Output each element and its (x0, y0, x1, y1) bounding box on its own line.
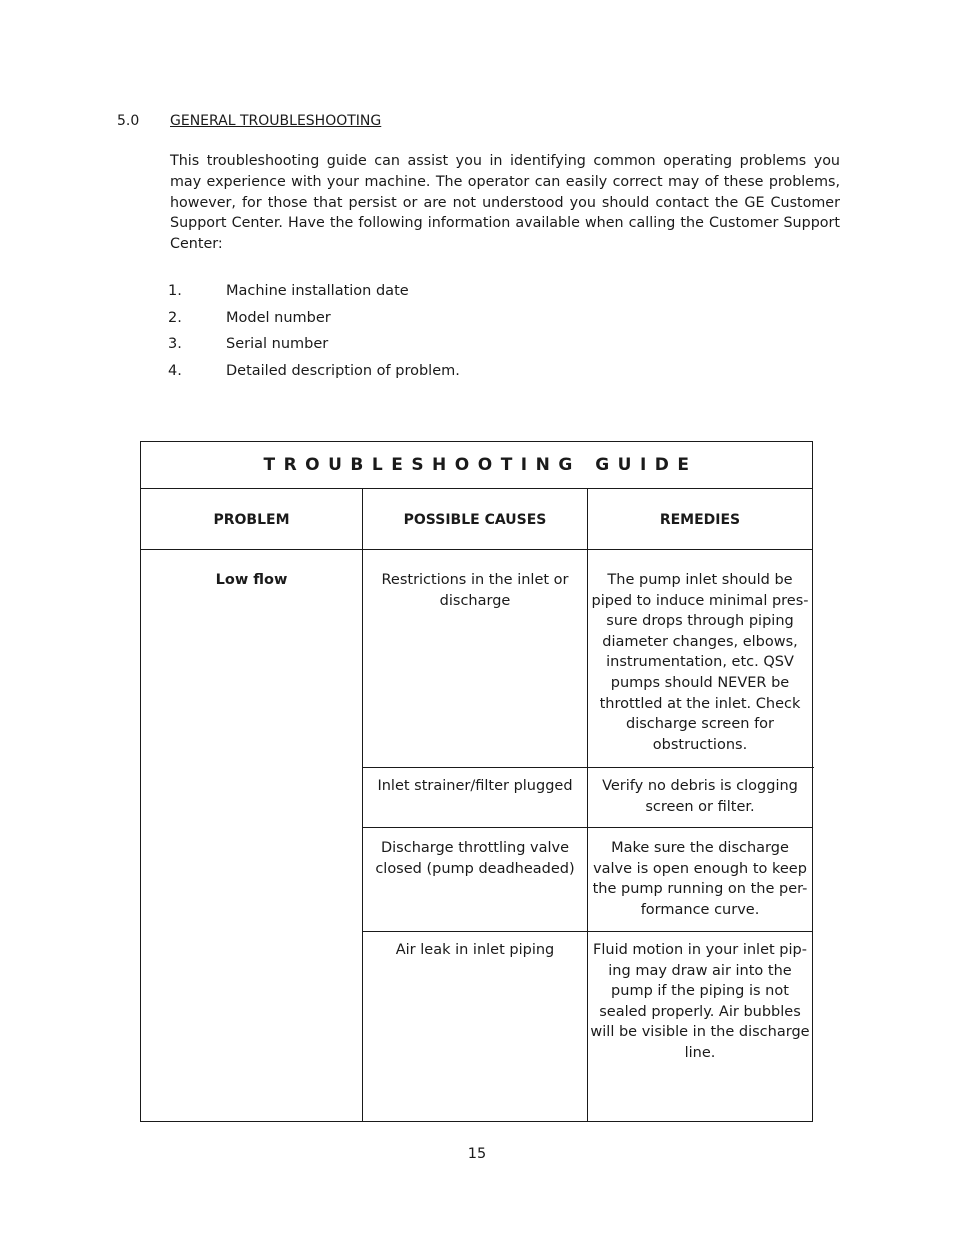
cause-cell: Air leak in inlet piping (395, 942, 555, 958)
list-item (168, 280, 460, 307)
page-number: 15 (467, 1146, 487, 1162)
list-item-number: 3. (168, 336, 182, 352)
section-number: 5.0 (117, 113, 140, 129)
cause-cell: Restrictions in the inlet or discharge (381, 572, 569, 609)
troubleshooting-table (140, 441, 813, 1122)
list-item (168, 360, 460, 387)
header-possible-causes: POSSIBLE CAUSES (403, 511, 547, 528)
row-divider (363, 767, 814, 768)
list-item-number: 1. (168, 283, 182, 299)
remedy-cell: The pump inlet should be piped to induce minimal pres-sure drops through piping diameter changes, elbows, instrumentation, etc. QSV pumps should NEVER be throttled at the inlet. Check discharge screen for obstructions. (591, 572, 809, 753)
list-item-text: Detailed description of problem. (226, 362, 460, 379)
list-item-text: Machine installation date (226, 283, 409, 299)
column-divider (587, 489, 588, 1121)
problem-cell: Low flow (215, 572, 288, 588)
intro-paragraph: This troubleshooting guide can assist you in identifying common operating problems you may experience with your machine. The operator can easily correct may of these problems, however, for those that persist or are not understood you should contact the GE Customer Support Center. Have the following information available when calling the Customer Support Center: (170, 153, 840, 253)
remedy-cell: Verify no debris is clogging screen or filter. (602, 778, 798, 815)
row-divider (363, 827, 812, 828)
cause-cell: Inlet strainer/filter plugged (377, 778, 573, 794)
list-item (168, 307, 460, 334)
section-title: GENERAL TROUBLESHOOTING (170, 113, 382, 129)
cause-cell: Discharge throttling valve closed (pump deadheaded) (375, 840, 575, 877)
list-item-number: 2. (168, 309, 182, 326)
header-remedies: REMEDIES (659, 511, 741, 528)
list-item-number: 4. (168, 362, 182, 379)
header-divider (141, 549, 812, 550)
header-problem: PROBLEM (213, 511, 290, 528)
list-item (168, 333, 460, 360)
table-title: TROUBLESHOOTING GUIDE (141, 442, 812, 489)
remedy-cell: Make sure the discharge valve is open enough to keep the pump running on the per-formance curve. (592, 840, 808, 918)
column-divider (362, 489, 363, 1121)
list-item-text: Model number (226, 309, 331, 326)
list-item-text: Serial number (226, 336, 329, 352)
row-divider (363, 931, 812, 932)
remedy-cell: Fluid motion in your inlet pip-ing may draw air into the pump if the piping is not sealed properly. Air bubbles will be visible in the discharge line. (590, 942, 810, 1061)
info-list (168, 280, 460, 386)
